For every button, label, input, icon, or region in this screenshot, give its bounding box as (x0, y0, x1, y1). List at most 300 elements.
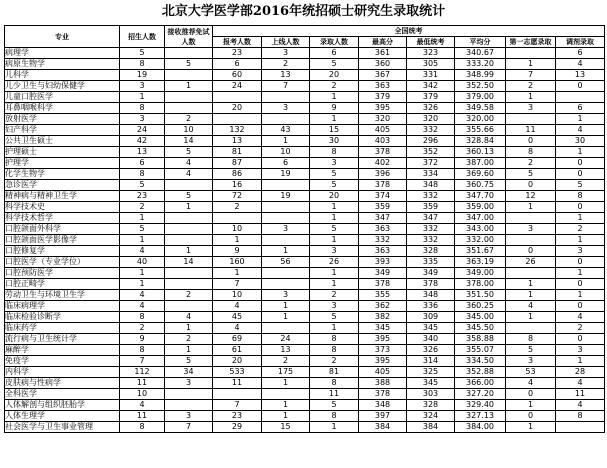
cell-avg-score: 340.67 (455, 48, 506, 59)
cell-above-line: 1 (262, 301, 310, 312)
cell-major: 病原生物学 (5, 59, 120, 70)
table-row (5, 312, 605, 323)
cell-major: 口腔颌面医学影像学 (5, 235, 120, 246)
cell-admitted: 1 (310, 213, 359, 224)
cell-admitted: 26 (310, 257, 359, 268)
cell-enrolled: 1 (120, 92, 165, 103)
cell-first-choice: 0 (506, 180, 556, 191)
cell-avg-score: 349.00 (455, 268, 506, 279)
table-row (5, 158, 605, 169)
cell-avg-score: 384.00 (455, 422, 506, 433)
cell-avg-score: 358.88 (455, 334, 506, 345)
cell-exempt: 4 (165, 312, 213, 323)
cell-transfer: 0 (556, 158, 605, 169)
cell-admitted: 5 (310, 224, 359, 235)
cell-avg-score: 347.00 (455, 213, 506, 224)
cell-transfer: 4 (556, 312, 605, 323)
cell-first-choice: 1 (506, 400, 556, 411)
cell-admitted: 2 (310, 356, 359, 367)
cell-first-choice: 1 (506, 59, 556, 70)
cell-enrolled: 13 (120, 147, 165, 158)
cell-transfer: 1 (556, 235, 605, 246)
cell-transfer: 4 (556, 59, 605, 70)
cell-avg-score: 379.00 (455, 92, 506, 103)
cell-major: 化学生物学 (5, 169, 120, 180)
cell-enrolled: 40 (120, 257, 165, 268)
cell-admitted: 20 (310, 191, 359, 202)
cell-above-line: 7 (262, 81, 310, 92)
cell-exempt: 1 (165, 345, 213, 356)
cell-major: 临床病理学 (5, 301, 120, 312)
cell-transfer: 0 (556, 301, 605, 312)
cell-enrolled: 4 (120, 290, 165, 301)
cell-min-score: 335 (407, 257, 455, 268)
cell-avg-score: 329.40 (455, 400, 506, 411)
cell-admitted: 3 (310, 246, 359, 257)
cell-admitted: 1 (310, 279, 359, 290)
header-above-line: 上线人数 (262, 37, 310, 48)
cell-max-score: 405 (359, 125, 407, 136)
cell-first-choice: 5 (506, 169, 556, 180)
cell-major: 口腔预防医学 (5, 268, 120, 279)
table-row (5, 235, 605, 246)
cell-max-score: 397 (359, 411, 407, 422)
cell-admitted: 5 (310, 169, 359, 180)
cell-min-score: 334 (407, 169, 455, 180)
cell-enrolled: 3 (120, 114, 165, 125)
cell-enrolled: 9 (120, 334, 165, 345)
table-row (5, 389, 605, 400)
cell-transfer: 1 (556, 290, 605, 301)
cell-avg-score: 349.58 (455, 103, 506, 114)
cell-exempt: 5 (165, 356, 213, 367)
cell-transfer: 6 (556, 48, 605, 59)
cell-exempt: 4 (165, 169, 213, 180)
cell-exempt: 4 (165, 158, 213, 169)
cell-applicants: 2 (213, 202, 262, 213)
cell-first-choice: 4 (506, 378, 556, 389)
cell-enrolled: 8 (120, 169, 165, 180)
cell-min-score: 331 (407, 70, 455, 81)
table-row (5, 180, 605, 191)
cell-transfer: 5 (556, 180, 605, 191)
cell-admitted: 2 (310, 290, 359, 301)
cell-applicants: 13 (213, 136, 262, 147)
cell-above-line: 1 (262, 400, 310, 411)
table-row (5, 81, 605, 92)
cell-max-score: 388 (359, 378, 407, 389)
cell-max-score: 396 (359, 169, 407, 180)
cell-applicants: 160 (213, 257, 262, 268)
cell-applicants: 86 (213, 169, 262, 180)
header-national-exam-group: 全国统考 (213, 26, 605, 37)
cell-exempt: 5 (165, 191, 213, 202)
cell-max-score: 332 (359, 235, 407, 246)
cell-applicants: 45 (213, 312, 262, 323)
cell-above-line: 3 (262, 224, 310, 235)
cell-avg-score: 387.00 (455, 158, 506, 169)
cell-avg-score: 333.20 (455, 59, 506, 70)
cell-exempt (165, 92, 213, 103)
cell-major: 口腔修复学 (5, 246, 120, 257)
cell-applicants (213, 213, 262, 224)
cell-transfer: 11 (556, 389, 605, 400)
cell-min-score: 347 (407, 213, 455, 224)
cell-transfer: 0 (556, 169, 605, 180)
cell-exempt (165, 224, 213, 235)
cell-max-score: 395 (359, 103, 407, 114)
cell-first-choice (506, 213, 556, 224)
cell-first-choice: 1 (506, 279, 556, 290)
cell-exempt: 1 (165, 323, 213, 334)
cell-major: 流行病与卫生统计学 (5, 334, 120, 345)
cell-transfer: 0 (556, 257, 605, 268)
cell-admitted: 1 (310, 202, 359, 213)
cell-avg-score: 351.50 (455, 290, 506, 301)
cell-applicants: 132 (213, 125, 262, 136)
cell-max-score: 363 (359, 81, 407, 92)
cell-applicants: 11 (213, 378, 262, 389)
cell-admitted: 5 (310, 59, 359, 70)
cell-first-choice: 3 (506, 356, 556, 367)
cell-major: 口腔正畸学 (5, 279, 120, 290)
cell-applicants: 16 (213, 180, 262, 191)
cell-admitted: 3 (310, 301, 359, 312)
cell-applicants: 87 (213, 158, 262, 169)
cell-max-score: 360 (359, 59, 407, 70)
cell-major: 口腔医学（专业学位） (5, 257, 120, 268)
table-row (5, 356, 605, 367)
cell-applicants: 1 (213, 235, 262, 246)
cell-first-choice: 0 (506, 411, 556, 422)
cell-applicants: 10 (213, 224, 262, 235)
table-row (5, 257, 605, 268)
cell-enrolled: 2 (120, 323, 165, 334)
cell-max-score: 320 (359, 114, 407, 125)
cell-transfer: 13 (556, 70, 605, 81)
cell-enrolled: 5 (120, 224, 165, 235)
cell-max-score: 402 (359, 158, 407, 169)
header-transfer: 调剂录取 (556, 37, 605, 48)
cell-applicants: 4 (213, 301, 262, 312)
header-exempt (165, 26, 213, 48)
table-row (5, 125, 605, 136)
cell-first-choice: 0 (506, 136, 556, 147)
cell-avg-score: 343.00 (455, 224, 506, 235)
cell-above-line (262, 389, 310, 400)
cell-min-score: 332 (407, 125, 455, 136)
table-row (5, 400, 605, 411)
cell-transfer: 2 (556, 224, 605, 235)
table-row (5, 169, 605, 180)
cell-avg-score: 359.00 (455, 202, 506, 213)
cell-above-line (262, 213, 310, 224)
cell-exempt (165, 180, 213, 191)
cell-transfer: 30 (556, 136, 605, 147)
cell-max-score: 374 (359, 191, 407, 202)
cell-exempt (165, 301, 213, 312)
cell-enrolled: 10 (120, 389, 165, 400)
cell-avg-score: 369.60 (455, 169, 506, 180)
cell-admitted: 1 (310, 268, 359, 279)
cell-enrolled: 2 (120, 202, 165, 213)
cell-avg-score: 345.50 (455, 323, 506, 334)
cell-exempt (165, 70, 213, 81)
cell-min-score: 325 (407, 367, 455, 378)
cell-transfer: 1 (556, 114, 605, 125)
cell-first-choice: 0 (506, 246, 556, 257)
cell-major: 放射医学 (5, 114, 120, 125)
cell-min-score: 324 (407, 411, 455, 422)
cell-transfer: 0 (556, 334, 605, 345)
cell-applicants: 60 (213, 70, 262, 81)
cell-min-score: 305 (407, 59, 455, 70)
cell-applicants: 10 (213, 290, 262, 301)
cell-admitted: 11 (310, 389, 359, 400)
cell-min-score: 296 (407, 136, 455, 147)
cell-min-score: 323 (407, 48, 455, 59)
cell-major: 病理学 (5, 48, 120, 59)
cell-exempt: 1 (165, 81, 213, 92)
cell-admitted: 9 (310, 103, 359, 114)
cell-admitted: 1 (310, 235, 359, 246)
cell-transfer: 1 (556, 268, 605, 279)
table-row (5, 334, 605, 345)
cell-applicants: 7 (213, 279, 262, 290)
cell-exempt: 3 (165, 378, 213, 389)
cell-first-choice (506, 114, 556, 125)
cell-min-score: 352 (407, 147, 455, 158)
header-first-choice-label: 第一志愿录取 (509, 38, 552, 46)
cell-major: 人体生理学 (5, 411, 120, 422)
cell-min-score: 359 (407, 202, 455, 213)
cell-transfer: 0 (556, 202, 605, 213)
table-row (5, 345, 605, 356)
cell-admitted: 8 (310, 378, 359, 389)
cell-above-line: 1 (262, 246, 310, 257)
cell-above-line: 19 (262, 169, 310, 180)
cell-exempt: 34 (165, 367, 213, 378)
admission-stats-table (4, 25, 605, 433)
cell-max-score: 363 (359, 224, 407, 235)
cell-major: 护理学 (5, 158, 120, 169)
cell-max-score: 361 (359, 48, 407, 59)
cell-above-line: 6 (262, 158, 310, 169)
cell-enrolled: 8 (120, 59, 165, 70)
cell-avg-score: 352.88 (455, 367, 506, 378)
cell-major: 科学技术史 (5, 202, 120, 213)
cell-above-line (262, 180, 310, 191)
cell-first-choice: 5 (506, 345, 556, 356)
cell-major: 临床检验诊断学 (5, 312, 120, 323)
cell-transfer (556, 92, 605, 103)
cell-admitted: 1 (310, 323, 359, 334)
cell-min-score: 348 (407, 180, 455, 191)
cell-min-score: 332 (407, 191, 455, 202)
cell-major: 内科学 (5, 367, 120, 378)
cell-above-line: 13 (262, 70, 310, 81)
cell-transfer (556, 422, 605, 433)
cell-transfer: 3 (556, 345, 605, 356)
cell-major: 妇产科学 (5, 125, 120, 136)
cell-admitted: 8 (310, 147, 359, 158)
cell-transfer: 6 (556, 103, 605, 114)
cell-max-score: 363 (359, 246, 407, 257)
cell-admitted: 81 (310, 367, 359, 378)
cell-exempt: 2 (165, 290, 213, 301)
cell-min-score: 326 (407, 345, 455, 356)
cell-enrolled: 4 (120, 400, 165, 411)
cell-first-choice: 1 (506, 290, 556, 301)
cell-avg-score: 352.50 (455, 81, 506, 92)
cell-min-score: 349 (407, 268, 455, 279)
cell-first-choice: 11 (506, 125, 556, 136)
cell-max-score: 347 (359, 213, 407, 224)
header-first-choice (506, 37, 556, 48)
cell-max-score: 378 (359, 389, 407, 400)
cell-avg-score: 360.13 (455, 147, 506, 158)
table-row (5, 191, 605, 202)
cell-applicants (213, 114, 262, 125)
table-row (5, 367, 605, 378)
cell-min-score: 328 (407, 400, 455, 411)
cell-avg-score: 363.19 (455, 257, 506, 268)
cell-max-score: 393 (359, 257, 407, 268)
cell-min-score: 320 (407, 114, 455, 125)
cell-above-line: 2 (262, 59, 310, 70)
table-row (5, 422, 605, 433)
table-row (5, 147, 605, 158)
cell-enrolled: 19 (120, 70, 165, 81)
table-row (5, 411, 605, 422)
cell-applicants: 23 (213, 48, 262, 59)
cell-applicants: 81 (213, 147, 262, 158)
cell-admitted: 15 (310, 125, 359, 136)
cell-above-line: 3 (262, 103, 310, 114)
cell-min-score: 332 (407, 235, 455, 246)
cell-exempt (165, 103, 213, 114)
table-row (5, 323, 605, 334)
cell-enrolled: 1 (120, 213, 165, 224)
table-row (5, 213, 605, 224)
table-body (5, 48, 605, 433)
cell-exempt: 14 (165, 257, 213, 268)
cell-applicants: 9 (213, 246, 262, 257)
cell-applicants: 61 (213, 345, 262, 356)
cell-avg-score: 345.00 (455, 312, 506, 323)
cell-major: 耳鼻咽喉科学 (5, 103, 120, 114)
cell-avg-score: 332.00 (455, 235, 506, 246)
cell-first-choice: 53 (506, 367, 556, 378)
cell-first-choice: 4 (506, 301, 556, 312)
cell-first-choice: 26 (506, 257, 556, 268)
cell-first-choice (506, 48, 556, 59)
cell-major: 皮肤病与性病学 (5, 378, 120, 389)
cell-max-score: 384 (359, 422, 407, 433)
table-row (5, 59, 605, 70)
cell-major: 免疫学 (5, 356, 120, 367)
cell-max-score: 367 (359, 70, 407, 81)
cell-major: 公共卫生硕士 (5, 136, 120, 147)
cell-transfer: 28 (556, 367, 605, 378)
table-row (5, 301, 605, 312)
cell-admitted: 2 (310, 81, 359, 92)
cell-enrolled: 4 (120, 246, 165, 257)
cell-avg-score: 355.07 (455, 345, 506, 356)
cell-major: 科学技术哲学 (5, 213, 120, 224)
table-row (5, 48, 605, 59)
header-max-score: 最高分 (359, 37, 407, 48)
cell-admitted: 1 (310, 114, 359, 125)
cell-above-line: 24 (262, 334, 310, 345)
cell-enrolled: 23 (120, 191, 165, 202)
cell-exempt (165, 48, 213, 59)
cell-min-score: 372 (407, 158, 455, 169)
cell-applicants: 7 (213, 400, 262, 411)
cell-first-choice: 2 (506, 158, 556, 169)
cell-above-line: 2 (262, 356, 310, 367)
cell-transfer: 8 (556, 191, 605, 202)
cell-exempt: 5 (165, 147, 213, 158)
cell-major: 全科医学 (5, 389, 120, 400)
header-applicants: 报考人数 (213, 37, 262, 48)
cell-above-line: 1 (262, 312, 310, 323)
cell-first-choice: 1 (506, 92, 556, 103)
cell-applicants: 20 (213, 356, 262, 367)
cell-above-line: 13 (262, 345, 310, 356)
cell-enrolled: 6 (120, 158, 165, 169)
cell-first-choice: 1 (506, 202, 556, 213)
cell-min-score: 314 (407, 356, 455, 367)
cell-max-score: 348 (359, 400, 407, 411)
cell-first-choice (506, 268, 556, 279)
cell-min-score: 303 (407, 389, 455, 400)
cell-max-score: 355 (359, 290, 407, 301)
cell-max-score: 378 (359, 279, 407, 290)
cell-avg-score: 366.00 (455, 378, 506, 389)
cell-applicants: 24 (213, 81, 262, 92)
cell-first-choice: 2 (506, 81, 556, 92)
cell-min-score: 345 (407, 323, 455, 334)
cell-enrolled: 8 (120, 345, 165, 356)
cell-major: 护理硕士 (5, 147, 120, 158)
cell-min-score: 326 (407, 103, 455, 114)
cell-exempt: 1 (165, 202, 213, 213)
cell-enrolled: 1 (120, 268, 165, 279)
cell-above-line: 1 (262, 136, 310, 147)
cell-first-choice: 0 (506, 389, 556, 400)
cell-avg-score: 320.00 (455, 114, 506, 125)
cell-exempt: 1 (165, 246, 213, 257)
cell-applicants: 533 (213, 367, 262, 378)
cell-avg-score: 334.50 (455, 356, 506, 367)
cell-first-choice: 1 (506, 422, 556, 433)
cell-above-line (262, 279, 310, 290)
cell-enrolled: 1 (120, 279, 165, 290)
cell-above-line (262, 268, 310, 279)
cell-min-score: 345 (407, 378, 455, 389)
cell-enrolled: 7 (120, 356, 165, 367)
cell-major: 临床药学 (5, 323, 120, 334)
cell-min-score: 336 (407, 301, 455, 312)
cell-enrolled: 8 (120, 103, 165, 114)
cell-transfer: 2 (556, 323, 605, 334)
cell-major: 急诊医学 (5, 180, 120, 191)
table-row (5, 92, 605, 103)
cell-first-choice: 8 (506, 334, 556, 345)
cell-major: 儿童口腔医学 (5, 92, 120, 103)
cell-applicants: 1 (213, 268, 262, 279)
